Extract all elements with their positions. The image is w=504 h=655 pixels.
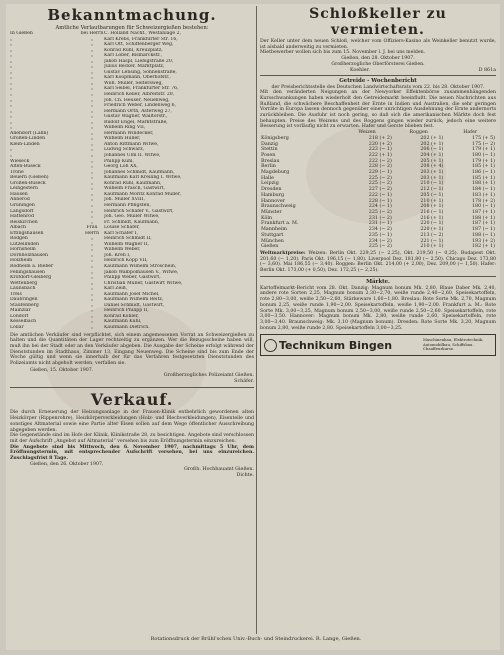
bekanntmachung-subtitle: Amtliche Verlautbarungen für Schweizergießen bestehen: (55, 25, 209, 31)
seller-name: Karl Seibel, Frankfurter Str. 76, (104, 86, 179, 92)
price-weizen: 223 (− 1) (368, 147, 392, 153)
seller-place: „ (10, 147, 13, 153)
seller-name: C. Holland Nachf., Westanlage 2, (104, 31, 181, 36)
price-weizen: 222 (− 1) (368, 192, 392, 198)
schlosskeller-office: Großherzogliche Oberförsterei Gießen. (331, 61, 425, 67)
price-hafer: 183 (+ 1) (471, 192, 495, 198)
price-weizen: 222 (− 2) (368, 158, 392, 164)
price-city: Stettin (261, 147, 278, 153)
price-hafer: 188 (− 1) (471, 232, 495, 238)
seller-title: „ (90, 180, 94, 186)
seller-place: „ (10, 47, 13, 53)
seller-name: Konrad Rühl, Kaufmann, (104, 180, 162, 186)
price-roggen: 208 (+ 1) (420, 204, 444, 210)
seller-name: Kaufmann Kuhl, (104, 319, 142, 325)
schlosskeller-signature: Koehler. (350, 67, 370, 73)
seller-title: „ (90, 114, 94, 120)
seller-title: „ (90, 136, 94, 142)
price-table (260, 130, 496, 250)
seller-name: Johannes Schmidt, Kaufmann, (104, 169, 175, 175)
seller-title: „ (90, 186, 94, 192)
seller-place: „ (10, 86, 13, 92)
price-city: Frankfurt a. M. (261, 221, 299, 227)
price-roggen: 221 (− 1) (420, 238, 444, 244)
seller-title: „ (90, 69, 94, 75)
seller-title: „ (90, 58, 94, 64)
seller-place: Alten-Buseck (10, 164, 41, 170)
seller-place: Mainzlar (10, 308, 31, 314)
seller-title: „ (90, 92, 94, 98)
seller-place: Londorf (10, 313, 29, 319)
price-weizen: 229 (− 1) (368, 170, 392, 176)
seller-title: „ (90, 108, 94, 114)
price-city: Stuttgart (261, 232, 284, 238)
seller-name: Georg Loh XX, (104, 164, 138, 170)
seller-title: „ (90, 169, 94, 175)
seller-name: Kaufmann Josef Michel, (104, 291, 160, 297)
world-market-title: Weltmarktpreise: (260, 250, 306, 256)
seller-place: Langsdorf (10, 208, 34, 214)
seller-name: Heinrich Kopp VII, (104, 258, 148, 264)
seller-place: „ (10, 92, 13, 98)
seller-name: Hermann Windecker, (104, 130, 154, 136)
verkauf-text: Die durch Erneuerung der Heizungsanlage in der Frauen-Klinik entbehrlich gewordenen alten Heizkörper (Rippenrohre), Heizkörperverkleidungen (Holz- und Blechverkleidungen), Eisenteile und sonstiges Altmaterial sowie eine Partie alter Eisen sollen auf dem Wege öffentlicher Ausschreibung abgegeben werden. (10, 410, 254, 433)
seller-place: Hattenrod (10, 214, 35, 220)
seller-name: Kaufmann Wilhelm Reitz, (104, 297, 164, 303)
seller-place: „ (10, 42, 13, 48)
left-column (10, 4, 254, 479)
seller-name: Heinrich Philipp II, (104, 308, 149, 314)
seller-place: „ (10, 97, 13, 103)
price-hafer: 175 (− 2) (471, 141, 495, 147)
schlosskeller-signline (260, 68, 496, 73)
seller-name: Joh. Geo. Müller Witwe, (104, 214, 160, 220)
seller-title: „ (90, 214, 94, 220)
seller-title: Frau (86, 225, 98, 231)
price-hafer: 180 (− 1) (471, 204, 495, 210)
price-weizen: 228 (− 2) (368, 164, 392, 170)
price-hafer: 175 (+ 5) (471, 135, 495, 141)
seller-name: Julius Becker, Marktplatz, (104, 64, 165, 70)
seller-title: „ (90, 75, 94, 81)
seller-place: Treis (10, 291, 22, 297)
seller-place: Hörnsheim (10, 247, 36, 253)
seller-title: „ (90, 275, 94, 281)
seller-name: Joh. Kreh I, (104, 252, 131, 258)
seller-name: Fr. Schmidt, Kaufmann, (104, 219, 160, 225)
seller-place: „ (10, 114, 13, 120)
price-city: Hamburg (261, 192, 285, 198)
price-city: Danzig (261, 141, 278, 147)
seller-name: Wilhelm Frasch, Gastwirt, (104, 186, 165, 192)
seller-place: Kesselbach (10, 319, 37, 325)
price-weizen: 227 (− 2) (368, 187, 392, 193)
verkauf-place: Gießen, den 26. Oktober 1907. (30, 461, 104, 467)
printer-footer: Rotationsdruck der Brühl'schen Univ.-Buch- und Steindruckerei. R. Lange, Gießen. (150, 636, 362, 642)
price-hafer: 193 (+ 2) (471, 238, 495, 244)
price-weizen: 235 (− 1) (368, 232, 392, 238)
seller-place: Beuern (Gießen) (10, 175, 49, 181)
price-weizen: 218 (+ 2) (368, 135, 392, 141)
seller-title: „ (90, 197, 94, 203)
seller-name: Daniel Schmidt, Gastwirt, (104, 302, 165, 308)
price-city: Köln (261, 215, 272, 221)
seller-place: „ (10, 80, 13, 86)
seller-title: „ (90, 53, 94, 59)
verkauf-text-3: Die Angebote sind bis Mittwoch, den 6. November 1907, nachmittags 5 Uhr, dem Eröffnungstermin, mit entsprechender Aufschrift versehen, bei uns einzureichen. Zuschlagsfrist 8 Tage. (10, 444, 254, 462)
price-weizen: 234 (− 2) (368, 227, 392, 233)
price-hafer: 184 (− 1) (471, 187, 495, 193)
seller-place: „ (10, 58, 13, 64)
seller-place: Dornholzhausen (10, 252, 48, 258)
price-roggen: 202 (+ 1) (420, 141, 444, 147)
seller-name: Karl Löber, Bismarckstr., (104, 53, 163, 59)
price-roggen: 203 (+ 1) (420, 175, 444, 181)
price-weizen: 225 (− 2) (368, 244, 392, 250)
seller-place: „ (10, 108, 13, 114)
seller-name: Louise Schäfer, (104, 225, 140, 231)
seller-name: Ludwig Schwarz, (104, 147, 145, 153)
price-city: Hannover (261, 198, 285, 204)
seller-name: Friedrich Weber, Lindenweg 6, (104, 103, 177, 109)
seller-title: „ (90, 263, 94, 269)
price-roggen: 210 (− 1) (420, 181, 444, 187)
seller-title: „ (90, 158, 94, 164)
seller-name: Gustav Lensing, Sonnenstraße, (104, 69, 177, 75)
section-rule (10, 387, 254, 388)
market-title: Getreide - Wochenbericht (339, 77, 417, 84)
seller-name: Kaufmann Karl Kreiling I. Witwe, (104, 175, 182, 181)
notice-place: Gießen, 15. Oktober 1907. (30, 367, 94, 373)
price-city: Mannheim (261, 227, 287, 233)
seller-title: „ (90, 286, 94, 292)
seller-title: „ (90, 324, 94, 330)
seller-name: Johannes Ulm II. Witwe, (104, 153, 161, 159)
price-roggen: 205 (+ 1) (420, 158, 444, 164)
seller-place: Lützellinden (10, 241, 39, 247)
price-city: Berlin (261, 164, 276, 170)
seller-title: „ (90, 280, 94, 286)
header-roggen: Roggen (409, 130, 428, 136)
seller-place: Staufenberg (10, 302, 39, 308)
seller-name: Rudolf Engel, Marktstraße, (104, 119, 168, 125)
seller-title: „ (90, 313, 94, 319)
seller-name: Wilhelm Wagner II, (104, 241, 149, 247)
schlosskeller-intro-2: Mietbewerber wollen sich bis zum 15. November l. J. bei uns melden. (260, 50, 426, 56)
verkauf-signature: Dichte. (236, 473, 254, 479)
price-hafer: 188 (+ 1) (471, 181, 495, 187)
seller-title: „ (90, 86, 94, 92)
newspaper-page (6, 4, 500, 650)
seller-title: bei Herrn (80, 31, 104, 36)
price-roggen: 202 (+ 1) (420, 135, 444, 141)
price-city: Dresden (261, 187, 282, 193)
price-city: Breslau (261, 158, 280, 164)
seller-name: Wilh. Müller, Seltersweg, (104, 80, 163, 86)
header-hafer: Hafer (463, 130, 478, 136)
price-roggen: 212 (− 1) (420, 187, 444, 193)
seller-name: Konrad Köhler, (104, 313, 139, 319)
seller-title: „ (90, 125, 94, 131)
seller-place: Großen-Buseck (10, 180, 46, 186)
price-hafer: 179 (+ 1) (471, 158, 495, 164)
seller-name: Philipp Weber, Gastwirt, (104, 275, 161, 281)
seller-name: Kaufmann Dietrich. (104, 324, 150, 330)
price-roggen: 213 (− 2) (420, 232, 444, 238)
verkauf-office: Großh. Hochbauamt Gießen. (184, 467, 254, 473)
seller-name: Karl Krebs, Frankfurter Str. 16, (104, 36, 178, 42)
price-hafer: 186 (− 1) (471, 170, 495, 176)
seller-place: Krofdorf-Gleiberg (10, 275, 52, 281)
seller-place: „ (10, 69, 13, 75)
seller-title: „ (90, 236, 94, 242)
seller-place: Ettingshausen (10, 230, 44, 236)
seller-title: „ (90, 47, 94, 53)
seller-name: Hermann Pfingsten, (104, 202, 151, 208)
seller-name: Philipp Kuhl, (104, 158, 134, 164)
market-subtitle: der Preisberichtsstelle des Deutschen Landwirtschaftsrats vom 22. bis 28. Oktober 1907. (271, 84, 485, 90)
seller-name: Konrad Ruhl, Kreuzplatz, (104, 47, 163, 53)
price-hafer: 187 (+ 1) (471, 209, 495, 215)
verkauf-text-2: Die Gegenstände sind im Hofe der Klinik, Klinikstraße 28, zu besichtigen. Angebote sind verschlossen mit der Aufschrift „Angebot auf Altmaterial“ versehen bis zum Eröffnungstermin einzureichen. (10, 433, 254, 444)
seller-place: Klein-Linden (10, 141, 40, 147)
seller-title: „ (90, 247, 94, 253)
seller-name: Anton Rittmann Witwe, (104, 141, 159, 147)
seller-place: Annerod (10, 197, 30, 203)
seller-list (10, 31, 254, 331)
seller-title: „ (90, 153, 94, 159)
price-hafer: 187 (− 1) (471, 227, 495, 233)
potato-market-text: Kartoffelmarkt-Bericht vom 28. Okt. Danzig: Magnum bonum Mk. 2,80, Blaue Daber Mk. 2,40, andere rote Sorten 2,25, Magnum bonum 2,30−2,70, weiße runde 2,40−2,60, Speisekartoffeln, rote 2,80−3,00, weiße 2,50−2,60, Stärkeware 1,60−1,80. Breslau: Rote Sorte Mk. 2,70, Magnum bonum 2,25, weiße runde 1,90−2,00. Speisekartoffeln, weiße 1,90−2,00. Frankfurt a. M.: Rote Sorte Mk. 3,00−3,25, Magnum bonum 2,50−3,00, weiße runde 2,50−2,60. Speisekartoffeln, rote 3,00−3,50. Hannover: Magnum bonum Mk. 2,80, weiße runde 2,60, Speisekartoffeln, rote 3,00−3,40. Braunschweig: Mk. 3,10 (Magnum bonum). Dresden: Rote Sorte Mk. 3,20, Magnum bonum 2,80, weiße runde 2,80. Speisekartoffeln 3,00−3,25. (260, 285, 496, 331)
seller-title: „ (90, 141, 94, 147)
price-city: Halle (261, 175, 274, 181)
seller-name: Heinrich Schäfer V., Gastwirt, (104, 208, 174, 214)
seller-place: Fellingshausen (10, 269, 46, 275)
seller-place: Wettenberg (10, 280, 38, 286)
seller-place: In Gießen (10, 31, 33, 36)
seller-place: Leihgestern (10, 186, 38, 192)
seller-place: Großen-Linden (10, 136, 46, 142)
seller-place: Reiskirchen (10, 219, 38, 225)
notice-text: Die amtlichen Verkäufer sind verpflichtet, sich einem angemessenen Vorrat an Schweizergießen zu halten und die Quantitäten der Lager rechtzeitig zu ergänzen. Wer die Bezugsscheine haben will, muß ihn bei der Stadt oder an den Verkäufer abgeben. Die Ausgabe der Scheine erfolgt während der Dienststunden im Stadthaus, Zimmer 13, Eingang Neuenweg. Die Scheine sind bis zum Ende der Woche gültig und wenn sie innerhalb der für das Verfahren festgesetzten Dienststunden des Polizeiamts nicht abgeholt werden, verfallen sie. (10, 332, 254, 367)
price-city: Königsberg (261, 135, 289, 141)
world-market-text: Weizen: Berlin Okt. 229,25 (− 2,25), Okt. 219,50 (− 0,25). Budapest Okt. 201,60 (− 1,20). Paris Okt. 196,15 (− 1,80). Liverpool Dez. 181,80 (− 2,50). Chicago Dez. 173,80 (− 3,60). Mai 186,55 (− 3,40). Roggen: Berlin Okt. 214,00 (+ 2,00), Dez. 209,00 (− 1,50). Hafer: Berlin Okt. 173,00 (+ 0,50), Dez. 172,25 (− 2,25). (260, 250, 496, 274)
header-weizen: Weizen (358, 130, 376, 136)
seller-title: „ (90, 252, 94, 258)
technikum-name: Technikum Bingen (279, 338, 393, 352)
seller-place: „ (10, 64, 13, 70)
price-table-body (260, 136, 496, 250)
price-roggen: 220 (− 1) (420, 221, 444, 227)
seller-place: Rodheim a. Bieber (10, 263, 54, 269)
schlosskeller-intro: Der Keller unter dem neuen Schloß, welcher vom Offiziers-Kasino als Weinkeller benutzt wurde, ist alsbald anderweitig zu vermieten. (260, 39, 496, 50)
seller-place: Holzheim (10, 258, 33, 264)
seller-title: „ (90, 208, 94, 214)
price-city: Münster (261, 209, 282, 215)
seller-place: „ (10, 119, 13, 125)
price-city: Braunschweig (261, 204, 296, 210)
technikum-tagline: Maschinenbau, Elektrotechnik, Automobilbau, Schiffsbau. Chauffeurkurse. (423, 337, 484, 352)
price-weizen: 222 (+ 1) (368, 152, 392, 158)
price-roggen: 203 (+ 1) (420, 170, 444, 176)
price-city: Magdeburg (261, 170, 290, 176)
seller-name: Christian Müller, Gastwirt Witwe, (104, 280, 183, 286)
price-roggen: 208 (+ 4) (420, 164, 444, 170)
price-weizen: 225 (− 2) (368, 175, 392, 181)
seller-place: Trohe (10, 169, 24, 175)
seller-place: Allendorf (Lahn) (10, 130, 49, 136)
price-roggen: 210 (+ 1) (420, 198, 444, 204)
price-weizen: 220 (+ 2) (368, 141, 392, 147)
seller-title: „ (90, 97, 94, 103)
schlosskeller-tag: D 861a (478, 67, 496, 73)
section-rule (260, 276, 496, 277)
seller-title: „ (90, 258, 94, 264)
price-roggen: 204 (+ 1) (420, 152, 444, 158)
seller-place: „ (10, 103, 13, 109)
seller-title: „ (90, 291, 94, 297)
price-weizen: 231 (− 2) (368, 215, 392, 221)
section-rule (260, 75, 496, 76)
seller-place: „ (10, 153, 13, 159)
price-weizen: 228 (− 1) (368, 198, 392, 204)
seller-name: Joh. Müller XVIII, (104, 197, 145, 203)
price-hafer: 185 (+ 1) (471, 175, 495, 181)
notice-signature: Schäfer. (234, 379, 254, 385)
technikum-ad (260, 334, 496, 356)
seller-name: Karl Koopmann, Oberhofstr., (104, 75, 171, 81)
seller-name: Wilhelm Ring VII, (104, 125, 146, 131)
price-weizen: 224 (− 1) (368, 204, 392, 210)
column-divider (256, 6, 257, 634)
seller-name: Karl Zeiß, (104, 286, 128, 292)
maerkte-title: Märkte. (366, 278, 390, 285)
seller-place: Launsbach (10, 286, 36, 292)
seller-name: Gustav Wagner, Walltorstr., (104, 114, 168, 120)
price-roggen: 205 (− 1) (420, 192, 444, 198)
seller-place: Daubringen (10, 297, 38, 303)
seller-name: Kaufmann Moritz Konrad Müller, (104, 191, 182, 197)
seller-name: Karl Ott, Schiffenberger Weg, (104, 42, 174, 48)
seller-place: Hausen (10, 191, 28, 197)
seller-title: „ (90, 36, 94, 42)
seller-place: Albach (10, 225, 26, 231)
price-city: München (261, 238, 284, 244)
price-hafer: 188 (+ 1) (471, 215, 495, 221)
price-roggen: 210 (+ 1) (420, 244, 444, 250)
schlosskeller-title: Schloßkeller zu vermieten. (309, 6, 447, 38)
price-hafer: 179 (+ 1) (471, 147, 495, 153)
price-hafer: 187 (+ 1) (471, 221, 495, 227)
seller-title: „ (90, 269, 94, 275)
seller-title: „ (90, 130, 94, 136)
seller-name: Kaufmann Wilhelm Stroschein, (104, 263, 177, 269)
seller-title: „ (90, 80, 94, 86)
price-hafer: 178 (+ 2) (471, 198, 495, 204)
seller-title: „ (90, 202, 94, 208)
schlosskeller-place: Gießen, den 28. Oktober 1907. (341, 56, 415, 62)
seller-title: „ (90, 302, 94, 308)
seller-name: Wilhelm Weber, (104, 247, 141, 253)
price-weizen: 234 (− 2) (368, 238, 392, 244)
world-market (260, 251, 496, 274)
seller-place: „ (10, 53, 13, 59)
seller-name: Jakob Walbpolhausen V., Witwe, (104, 269, 179, 275)
price-roggen: 220 (+ 1) (420, 227, 444, 233)
seller-title: „ (90, 175, 94, 181)
price-hafer: 185 (+ 1) (471, 164, 495, 170)
price-roggen: 216 (+ 1) (420, 215, 444, 221)
seller-title: „ (90, 147, 94, 153)
price-row (260, 244, 496, 250)
price-hafer: 180 (− 1) (471, 152, 495, 158)
seller-name: Karl Schäfer I, (104, 230, 139, 236)
price-weizen: 225 (− 2) (368, 209, 392, 215)
seller-title: Herrn (84, 230, 100, 236)
seller-place: Grüningen (10, 202, 35, 208)
seller-place: „ (10, 36, 13, 42)
price-hafer: 182 (+ 1) (471, 244, 495, 250)
seller-title: „ (90, 164, 94, 170)
seller-name: Heinrich Schmidt II, (104, 236, 152, 242)
seller-title: „ (90, 241, 94, 247)
seller-place: Wieseck (10, 158, 30, 164)
right-column (260, 4, 496, 356)
seller-title: „ (90, 119, 94, 125)
seller-title: „ (90, 64, 94, 70)
seller-row (10, 325, 254, 331)
market-text: Mit den veränderten Neigungen an der Newyorker Effektenbörse zusammenhängenden Kursschwankungen haben wiederholt den Getreidemarkt beeinflußt. Die neuen Nachrichten aus Rußland, die schwächere Beschaffenheit der Ernte in Indien und Australien, die sehr geringen Vorräte in Europa lassen dennoch gegenüber einer unrichtigen Ausdehnung der Ernte andernorts zurückbleiben. Die Ausfuhr ist noch gering, so daß sich die amerikanischen Märkte doch fest behaupten. Preise des Weizens und des Roggens gingen wieder zurück; jedoch eine weitere Besserung ist vorläufig nicht zu erwarten. Hafer und Gerste blieben fest. (260, 90, 496, 130)
seller-name: Jakob Haspl, Liebigstraße 20, (104, 58, 174, 64)
seller-name: Hermann Orth, Asterweg 27, (104, 108, 172, 114)
price-city: Posen (261, 152, 276, 158)
seller-title: „ (90, 319, 94, 325)
price-weizen: 231 (− 1) (368, 221, 392, 227)
price-roggen: 216 (− 1) (420, 209, 444, 215)
seller-name: Heinrich Keller, Albreitstr. 20, (104, 92, 175, 98)
price-roggen: 206 (− 1) (420, 147, 444, 153)
seller-title: „ (90, 297, 94, 303)
seller-place: „ (10, 75, 13, 81)
price-city: Gießen (261, 244, 279, 250)
seller-title: „ (90, 308, 94, 314)
verkauf-title: Verkauf. (90, 390, 174, 410)
seller-place: Lollar (10, 324, 24, 330)
bekanntmachung-title: Bekanntmachung. (47, 6, 217, 24)
notice-office: Großherzogliches Polizeiamt Gießen. (163, 373, 254, 379)
seller-place: „ (10, 125, 13, 131)
seller-name: Joh. Ch. Heuser, Neuenweg, (104, 97, 170, 103)
seller-place: Rödgen (10, 236, 28, 242)
seller-title: „ (90, 191, 94, 197)
seller-title: „ (90, 42, 94, 48)
seller-name: Wilhelm Huller, (104, 136, 141, 142)
seller-title: „ (90, 219, 94, 225)
seller-title: „ (90, 103, 94, 109)
price-weizen: 225 (− 2) (368, 181, 392, 187)
price-city: Leipzig (261, 181, 279, 187)
